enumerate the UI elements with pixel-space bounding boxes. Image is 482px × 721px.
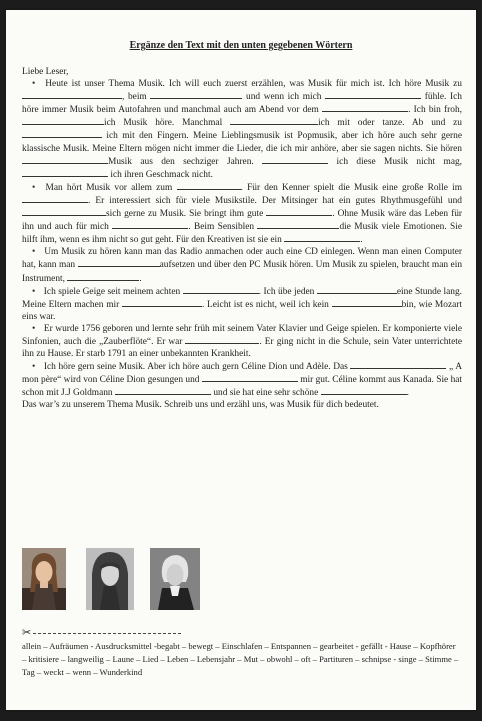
blank-field[interactable] — [325, 90, 421, 99]
blank-field[interactable] — [177, 181, 241, 190]
blank-field[interactable] — [112, 220, 188, 229]
cloze-text — [22, 66, 462, 412]
blank-field[interactable] — [22, 207, 106, 216]
paragraph-1: • Heute ist unser Thema Musik. Ich will euch zuerst erzählen, was Musik für mich ist. Ich höre Musik zu , beim und wenn ich mich fühle. Ich höre immer Musik beim Autofahren und manchmal auch am Abend vor dem . Ich bin froh, ich Musik höre. Manchmal ich mit oder tanze. Ab und zu ich mit den Fingern. Meine Lieblingsmusik ist Popmusik, aber ich höre auch sehr gerne klassische Musik. Meine Eltern mögen nicht immer die Lieder, die ich mir anhöre, aber sie sagen nichts. Sie hören Musik aus den sechziger Jahren. ich diese Musik nicht mag, ich ihren Geschmack nicht. — [22, 78, 462, 181]
paragraph-5: • Er wurde 1756 geboren und lernte sehr früh mit seinem Vater Klavier und Geige spielen. Er komponierte viele Sinfonien, auch die „Zauberflöte“. Er war . Er ging nicht in die Schule, sein Vater unterrichtete ihn zu Hause. Er starb 1791 an einer unbekannten Krankheit. — [22, 323, 462, 360]
blank-field[interactable] — [350, 360, 446, 369]
greeting: Liebe Leser, — [22, 67, 69, 77]
cut-line — [22, 626, 181, 639]
blank-field[interactable] — [185, 335, 259, 344]
blank-field[interactable] — [67, 272, 139, 281]
blank-field[interactable] — [262, 155, 328, 164]
blank-field[interactable] — [22, 129, 102, 138]
scissors-icon: ✂ — [22, 627, 32, 639]
blank-field[interactable] — [22, 194, 88, 203]
adele-photo — [86, 548, 134, 610]
blank-field[interactable] — [22, 116, 104, 125]
mozart-image — [150, 548, 200, 610]
blank-field[interactable] — [22, 168, 108, 177]
paragraph-4: • Ich spiele Geige seit meinem achten . Ich übe jeden eine Stunde lang. Meine Eltern machen mir . Leicht ist es nicht, weil ich kein bin, wie Mozart eins war. — [22, 285, 462, 323]
celine-dion-image — [22, 548, 66, 610]
blank-field[interactable] — [78, 258, 160, 267]
mozart-portrait — [150, 548, 200, 610]
dashed-divider — [33, 633, 181, 634]
blank-field[interactable] — [317, 285, 397, 294]
worksheet-page — [6, 10, 476, 710]
photo-row — [22, 548, 222, 612]
blank-field[interactable] — [22, 155, 108, 164]
paragraph-2: • Man hört Musik vor allem zum . Für den Kenner spielt die Musik eine große Rolle im . Er interessiert sich für viele Musikstile. Der Mitsinger hat ein gutes Rhythmusgefühl und sich gerne zu Musik. Sie bringt ihm gute . Ohne Musik wäre das Leben für ihn und auch für mich . Beim Sensiblen die Musik viele Emotionen. Sie hilft ihm, wenn es ihm nicht so gut geht. Für den Kreativen ist sie ein . — [22, 181, 462, 246]
blank-field[interactable] — [322, 103, 408, 112]
adele-image — [86, 548, 134, 610]
blank-field[interactable] — [321, 386, 407, 395]
blank-field[interactable] — [202, 373, 298, 382]
closing-text: Das war’s zu unserem Thema Musik. Schreib uns und erzähl uns, was Musik für dich bedeutet. — [22, 400, 379, 411]
blank-field[interactable] — [230, 116, 318, 125]
blank-field[interactable] — [284, 233, 360, 242]
blank-field[interactable] — [332, 298, 402, 307]
blank-field[interactable] — [266, 207, 332, 216]
worksheet-title: Ergänze den Text mit den unten gegebenen Wörtern — [129, 40, 353, 51]
blank-field[interactable] — [115, 386, 211, 395]
blank-field[interactable] — [150, 90, 242, 99]
word-bank: allein – Aufräumen - Ausdrucksmittel -begabt – bewegt – Einschlafen – Entspannen – gearbeitet - gefällt - Hause – Kopfhörer – kritisiere – langweilig – Laune – Lied – Leben – Lebensjahr – Mut – obwohl – oft – Partituren – schnipse - singe – Stimme – Tag – weckt – wenn – Wunderkind — [22, 641, 459, 677]
paragraph-3: • Um Musik zu hören kann man das Radio anmachen oder auch eine CD einlegen. Wenn man einen Computer hat, kann man aufsetzen und über den PC Musik hören. Um Musik zu spielen, braucht man ein Instrument, . — [22, 246, 462, 284]
blank-field[interactable] — [22, 90, 122, 99]
celine-dion-photo — [22, 548, 66, 610]
blank-field[interactable] — [122, 298, 202, 307]
blank-field[interactable] — [183, 285, 259, 294]
blank-field[interactable] — [257, 220, 339, 229]
paragraph-6: • Ich höre gern seine Musik. Aber ich höre auch gern Céline Dion und Adèle. Das „ A mon père“ wird von Céline Dion gesungen und mir gut. Céline kommt aus Kanada. Sie hat schon mit J.J Goldmann und sie hat eine sehr schöne . — [22, 360, 462, 399]
